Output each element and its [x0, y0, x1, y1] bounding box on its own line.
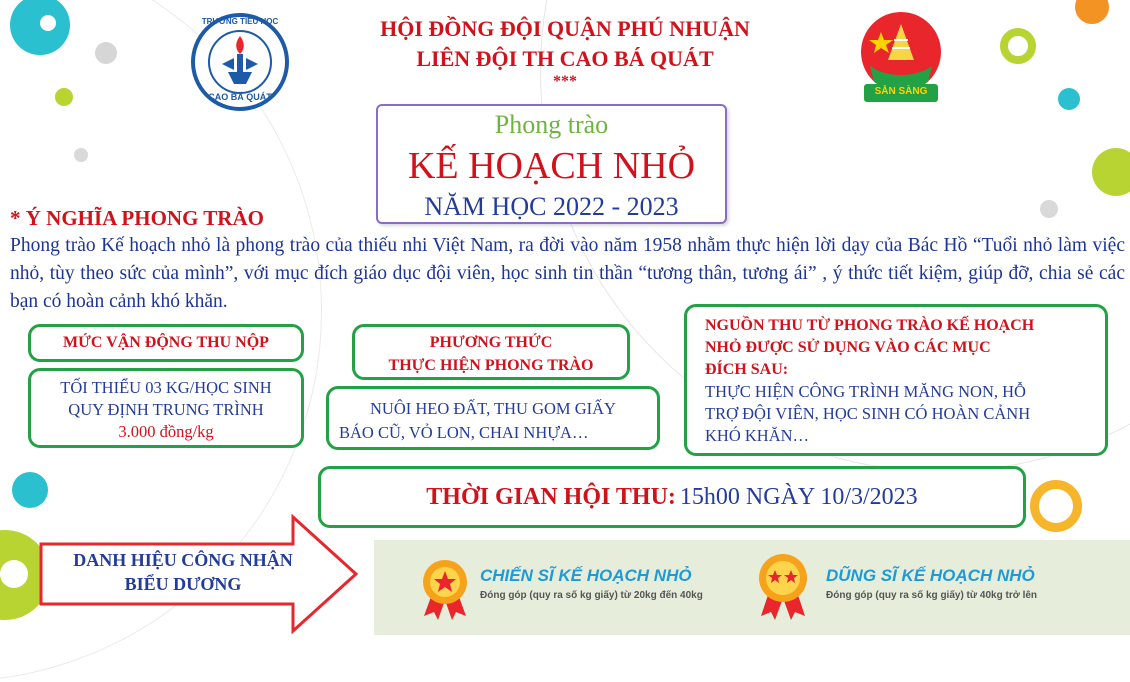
meaning-text: Phong trào Kế hoạch nhỏ là phong trào của thiếu nhi Việt Nam, ra đời vào năm 1958 nhằm thực hiện lời dạy của Bác Hồ “Tuổi nhỏ làm việc nhỏ, tùy theo sức của mình”, với mục đích giáo dục đội viên, học sinh tin thần “tương thân, tương ái” , ý thức tiết kiệm, giúp đỡ, chia sẻ các bạn có hoàn cảnh khó khăn. — [10, 235, 1125, 312]
event-time-box — [318, 466, 1026, 528]
decor-dot-grey — [95, 42, 117, 64]
decor-ring-orange — [1030, 480, 1082, 532]
quota-heading-box — [28, 324, 304, 362]
title-pre: Phong trào — [494, 110, 609, 139]
header-line-1: HỘI ĐỒNG ĐỘI QUẬN PHÚ NHUẬN — [380, 16, 750, 41]
decor-dot-white — [40, 15, 56, 31]
usage-heading-3: ĐÍCH SAU: — [705, 361, 789, 378]
title-box — [376, 104, 727, 224]
quota-line-3: 3.000 đồng/kg — [118, 422, 214, 441]
method-heading-box — [352, 324, 630, 380]
quota-line-1: TỐI THIỂU 03 KG/HỌC SINH — [60, 378, 272, 397]
method-detail-box — [326, 386, 660, 450]
decor-dot-grey — [74, 148, 88, 162]
school-logo — [188, 12, 292, 112]
youth-badge-logo — [856, 10, 946, 106]
header-line-2: LIÊN ĐỘI TH CAO BÁ QUÁT — [416, 46, 714, 71]
event-time-label: THỜI GIAN HỘI THU: — [426, 484, 676, 510]
usage-heading-1: NGUỒN THU TỪ PHONG TRÀO KẾ HOẠCH — [705, 317, 1035, 334]
meaning-heading: * Ý NGHĨA PHONG TRÀO — [10, 206, 264, 230]
recognition-line-1: DANH HIỆU CÔNG NHẬN — [73, 550, 293, 570]
event-time-value: 15h00 NGÀY 10/3/2023 — [679, 484, 918, 510]
award-1-title: CHIẾN SĨ KẾ HOẠCH NHỎ — [480, 566, 692, 585]
method-heading-1: PHƯƠNG THỨC — [429, 334, 553, 351]
award-2-desc: Đóng góp (quy ra số kg giấy) từ 40kg trở lên — [826, 590, 1038, 601]
award-badge-icon — [418, 558, 472, 625]
usage-line-1: THỰC HIỆN CÔNG TRÌNH MĂNG NON, HỖ — [705, 382, 1026, 401]
usage-heading-2: NHỎ ĐƯỢC SỬ DỤNG VÀO CÁC MỤC — [705, 339, 991, 356]
usage-line-2: TRỢ ĐỘI VIÊN, HỌC SINH CÓ HOÀN CẢNH — [705, 404, 1031, 423]
youth-badge-text: SẴN SÀNG — [874, 86, 928, 97]
decor-dot-lime — [55, 88, 73, 106]
quota-detail-box — [28, 368, 304, 448]
recognition-line-2: BIỂU DƯƠNG — [124, 574, 242, 594]
decor-dot-cyan — [1058, 88, 1080, 110]
quota-heading: MỨC VẬN ĐỘNG THU NỘP — [63, 334, 269, 351]
award-badge-icon — [754, 552, 812, 625]
award-2-title: DŨNG SĨ KẾ HOẠCH NHỎ — [826, 566, 1035, 585]
title-main: KẾ HOẠCH NHỎ — [407, 145, 696, 187]
award-1-desc: Đóng góp (quy ra số kg giấy) từ 20kg đến 40kg — [480, 590, 703, 601]
header-stars: *** — [553, 73, 577, 90]
usage-line-3: KHÓ KHĂN… — [705, 426, 810, 445]
decor-ring-lime — [1000, 28, 1036, 64]
school-logo-bottom-text: CAO BÁ QUÁT — [208, 92, 272, 102]
title-year: NĂM HỌC 2022 - 2023 — [424, 192, 679, 221]
quota-line-2: QUY ĐỊNH TRUNG TRÌNH — [68, 400, 264, 419]
method-line-2: BÁO CŨ, VỎ LON, CHAI NHỰA… — [339, 423, 589, 442]
decor-dot-cyan — [12, 472, 48, 508]
method-heading-2: THỰC HIỆN PHONG TRÀO — [388, 357, 594, 374]
school-logo-top-text: TRƯỜNG TIỂU HỌC — [201, 17, 279, 26]
usage-box — [684, 304, 1108, 456]
decor-dot-grey — [1040, 200, 1058, 218]
recognition-arrow — [38, 514, 360, 634]
awards-banner — [374, 540, 1130, 635]
method-line-1: NUÔI HEO ĐẤT, THU GOM GIẤY — [370, 399, 616, 418]
decor-dot-white — [0, 560, 28, 588]
